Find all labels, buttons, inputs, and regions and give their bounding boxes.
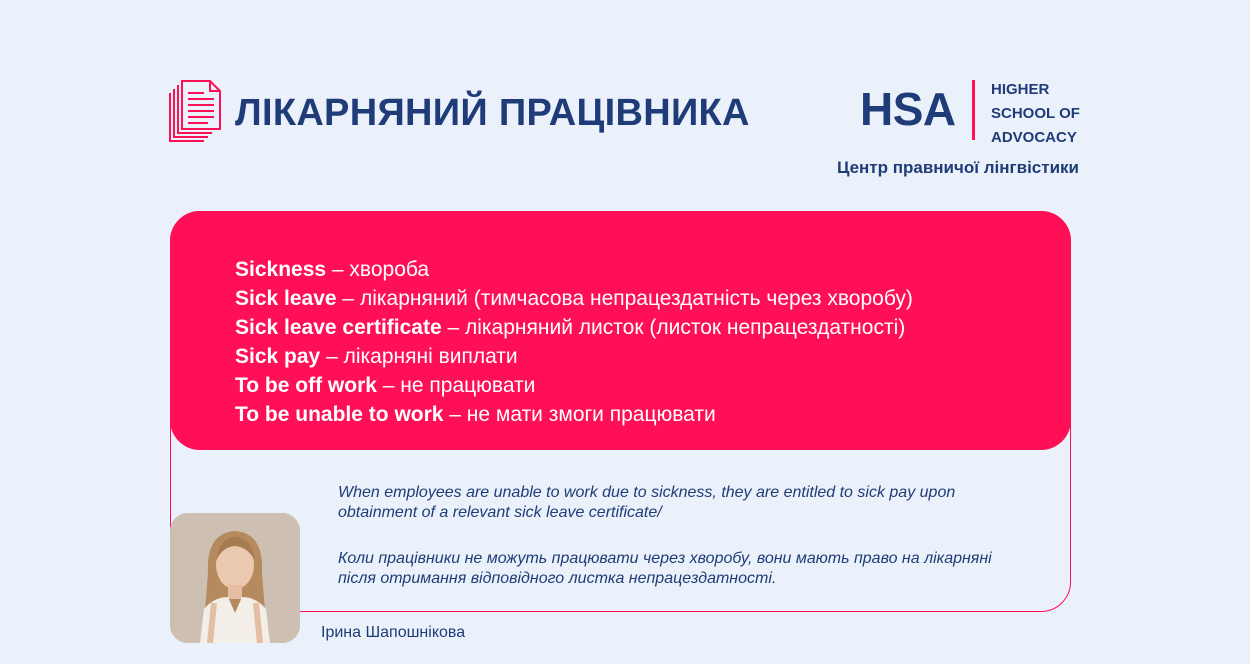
vocabulary-list	[235, 255, 913, 429]
logo-line-1: HIGHER	[991, 81, 1050, 98]
logo-divider	[972, 80, 975, 140]
vocabulary-translation: – не мати змоги працювати	[443, 403, 716, 426]
vocabulary-item	[235, 313, 913, 342]
document-stack-icon	[168, 79, 222, 143]
vocabulary-translation: – лікарняний листок (листок непрацездатності)	[441, 316, 906, 339]
quote-english: When employees are unable to work due to sickness, they are entitled to sick pay upon obtainment of a relevant sick leave certificate/	[338, 484, 956, 521]
vocabulary-term: Sick leave certificate	[235, 316, 442, 339]
vocabulary-item	[235, 342, 913, 371]
author-photo	[170, 513, 300, 643]
vocabulary-term: Sick pay	[235, 345, 321, 368]
vocabulary-item	[235, 371, 913, 400]
logo-wordmark	[991, 78, 1080, 150]
vocabulary-translation: – лікарняні виплати	[320, 345, 518, 368]
vocabulary-translation: – не працювати	[376, 374, 536, 397]
vocabulary-term: To be unable to work	[235, 403, 444, 426]
logo-abbreviation: HSA	[860, 83, 956, 135]
vocabulary-term: To be off work	[235, 374, 377, 397]
vocabulary-translation: – хвороба	[326, 258, 430, 281]
subtitle: Центр правничої лінгвістики	[836, 158, 1079, 177]
author-name: Ірина Шапошнікова	[321, 624, 466, 641]
vocabulary-item	[235, 400, 913, 429]
vocabulary-item	[235, 284, 913, 313]
quote-ukrainian: Коли працівники не можуть працювати через хворобу, вони мають право на лікарняні після отримання відповідного листка непрацездатності.	[338, 550, 992, 587]
logo-line-2: SCHOOL OF	[991, 105, 1080, 122]
vocabulary-item	[235, 255, 913, 284]
page-title: ЛІКАРНЯНИЙ ПРАЦІВНИКА	[235, 92, 750, 134]
vocabulary-term: Sickness	[235, 258, 327, 281]
vocabulary-term: Sick leave	[235, 287, 337, 310]
logo-line-3: ADVOCACY	[991, 129, 1077, 146]
vocabulary-translation: – лікарняний (тимчасова непрацездатність через хворобу)	[336, 287, 913, 310]
hsa-logo	[860, 76, 1090, 146]
